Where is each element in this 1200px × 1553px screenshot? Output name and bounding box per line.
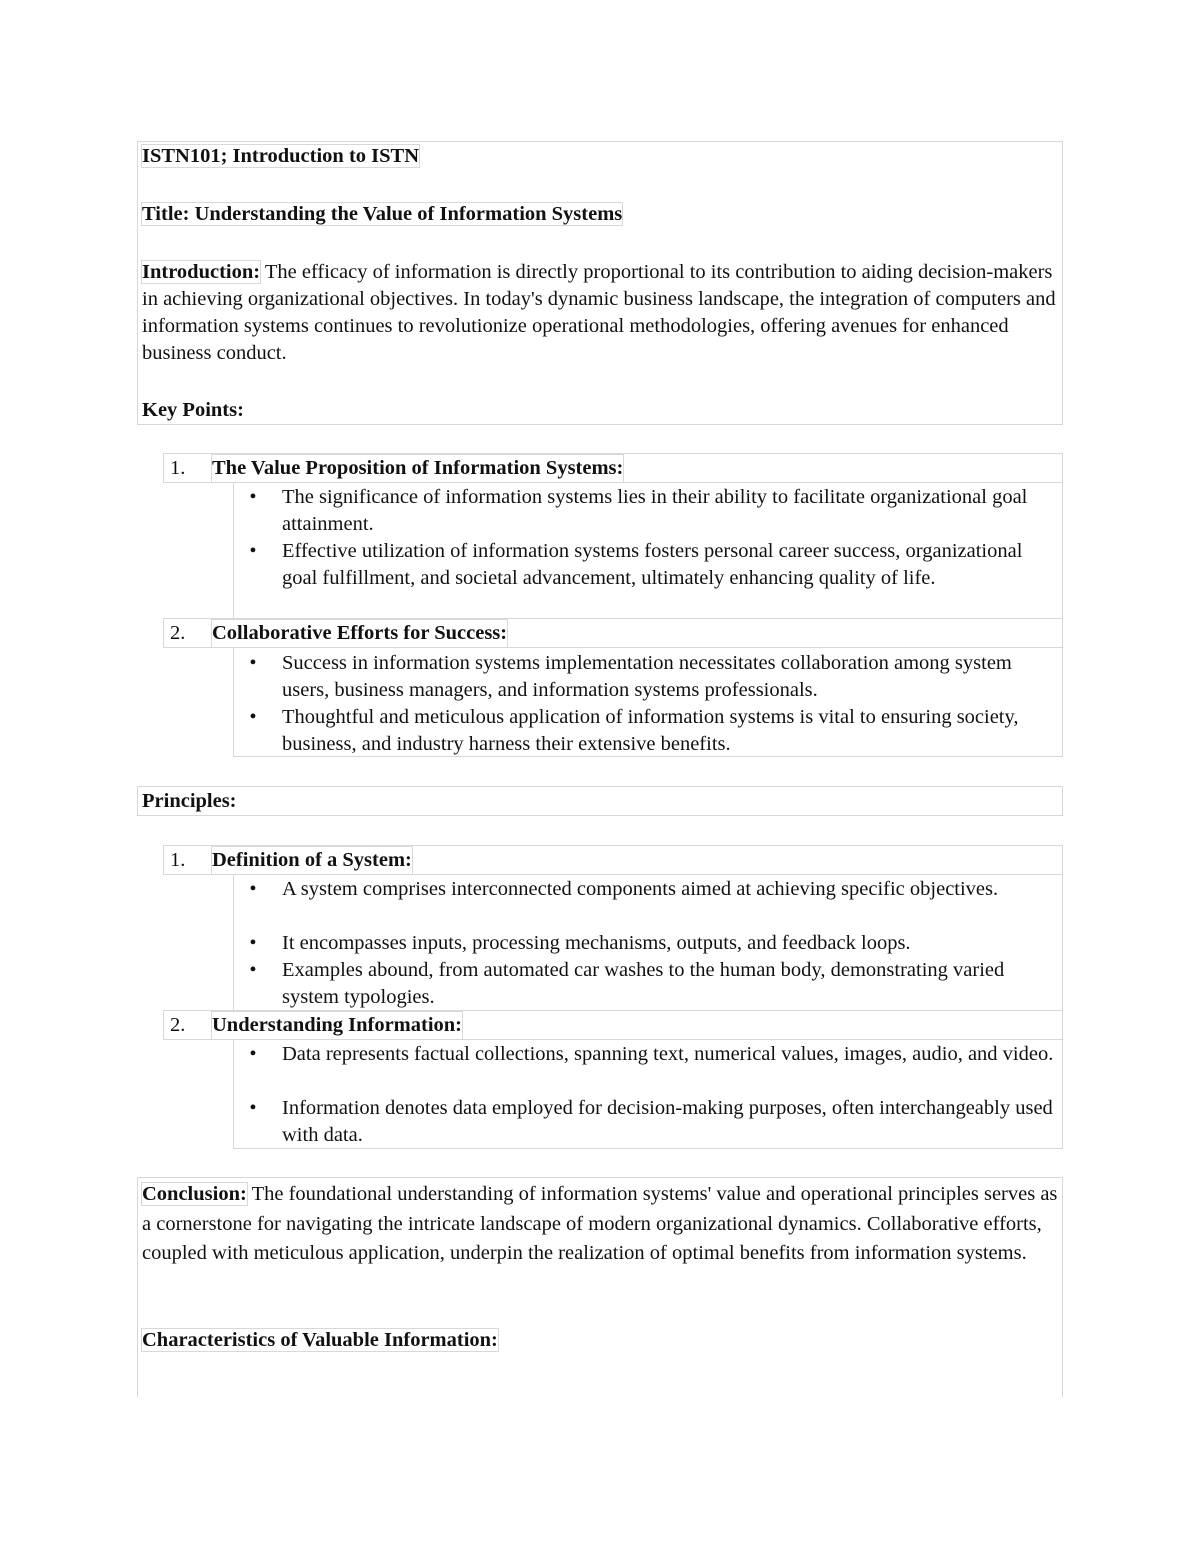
key-points-heading [142,397,244,424]
keypoint-2-number: 2. [170,622,186,644]
principle-1-bullet-3: Examples abound, from automated car washes to the human body, demonstrating varied system typologies. [282,959,1005,1008]
principle-2-bullet-2: Information denotes data employed for decision-making purposes, often interchangeably used with data. [282,1097,1053,1146]
key-points-label: Key Points: [142,399,244,421]
keypoint-2-bullet-1: Success in information systems implementation necessitates collaboration among system users, business managers, and information systems professionals. [282,652,1012,701]
conclusion-text: The foundational understanding of information systems' value and operational principles serves as a cornerstone for navigating the intricate landscape of modern organizational dynamics. Collaborative efforts, coupled with meticulous application, underpin the realization of optimal benefits from information systems. [142,1183,1058,1264]
bullet-icon: • [249,959,257,981]
document-title [142,201,622,228]
principles-label: Principles: [142,790,237,812]
characteristics-heading [142,1327,498,1354]
principle-1-bullet-2: It encompasses inputs, processing mechanisms, outputs, and feedback loops. [282,932,911,954]
principle-1-bullet-1: A system comprises interconnected components aimed at achieving specific objectives. [282,878,999,900]
keypoint-2-bullet-2: Thoughtful and meticulous application of information systems is vital to ensuring society, business, and industry harness their extensive benefits. [282,706,1019,755]
document-title-text: Title: Understanding the Value of Information Systems [142,203,623,225]
principle-1-heading: Definition of a System: [212,847,412,874]
keypoint-1-bullet-1: The significance of information systems lies in their ability to facilitate organizational goal attainment. [282,486,1028,535]
principle-2-heading: Understanding Information: [212,1012,462,1039]
bullet-icon: • [249,1043,257,1065]
bullet-icon: • [249,706,257,728]
course-title [142,143,419,170]
bullet-icon: • [249,540,257,562]
principle-2-number: 2. [170,1014,186,1036]
bullet-icon: • [249,652,257,674]
keypoint-1-number: 1. [170,457,186,479]
bullet-icon: • [249,932,257,954]
course-title-text: ISTN101; Introduction to ISTN [142,145,420,167]
introduction-label: Introduction: [142,261,261,283]
keypoint-2-heading: Collaborative Efforts for Success: [212,620,507,647]
keypoint-1-bullet-2: Effective utilization of information systems fosters personal career success, organizational goal fulfillment, and societal advancement, ultimately enhancing quality of life. [282,540,1023,589]
bullet-icon: • [249,1097,257,1119]
introduction-paragraph [142,259,1062,367]
bullet-icon: • [249,878,257,900]
bullet-icon: • [249,486,257,508]
principles-frame [137,786,1063,816]
characteristics-label: Characteristics of Valuable Information: [142,1329,498,1351]
keypoint-1-heading: The Value Proposition of Information Systems: [212,455,623,482]
principles-heading [142,788,237,815]
conclusion-paragraph [142,1180,1062,1269]
introduction-text: The efficacy of information is directly proportional to its contribution to aiding decision-makers in achieving organizational objectives. In today's dynamic business landscape, the integration of computers and information systems continues to revolutionize operational methodologies, offering avenues for enhanced business conduct. [142,261,1056,364]
conclusion-label: Conclusion: [142,1183,247,1205]
principle-2-bullet-1: Data represents factual collections, spanning text, numerical values, images, audio, and video. [282,1043,1054,1065]
principle-1-number: 1. [170,849,186,871]
